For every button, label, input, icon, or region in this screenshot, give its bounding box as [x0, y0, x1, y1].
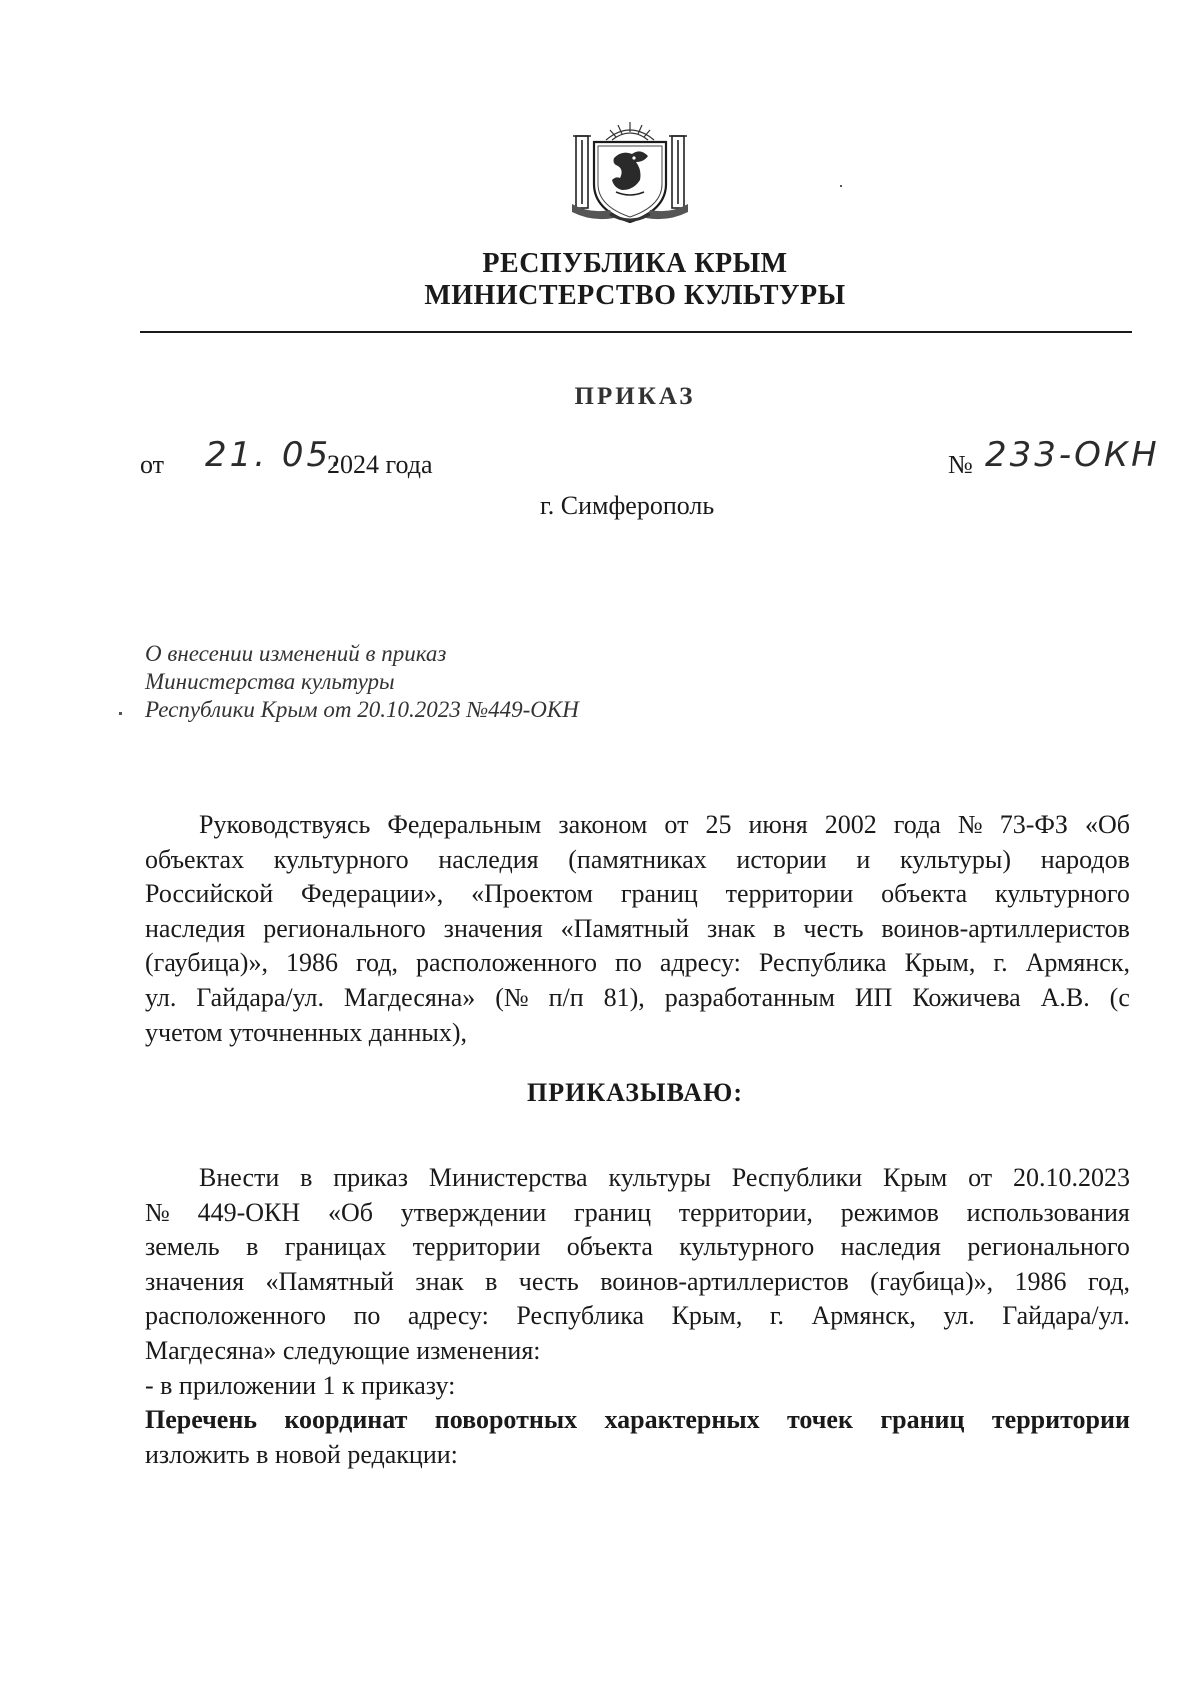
header-divider [140, 331, 1132, 333]
scan-speck [119, 712, 122, 715]
order-heading: ПРИКАЗЫВАЮ: [527, 1078, 743, 1107]
handwritten-number: 233-ОКН [985, 435, 1160, 475]
order-line: Магдесяна» следующие изменения: [145, 1335, 541, 1365]
handwritten-date: 21. 05. [205, 435, 345, 475]
order-line: расположенного по адресу: Республика Крым, г. Армянск, ул. Гайдара/ул. [145, 1301, 1130, 1331]
preamble-line: (гаубица)», 1986 год, расположенного по адресу: Республика Крым, г. Армянск, [145, 948, 1130, 978]
order-line: значения «Памятный знак в честь воинов-артиллеристов (гаубица)», 1986 год, [145, 1266, 1130, 1296]
header-republic: РЕСПУБЛИКА КРЫМ [482, 248, 788, 279]
order-line: № 449-ОКН «Об утверждении границ территории, режимов использования [145, 1197, 1130, 1227]
subject-line: Республики Крым от 20.10.2023 №449-ОКН [145, 697, 579, 722]
date-prefix: от [140, 450, 165, 479]
preamble-line: учетом уточненных данных), [145, 1017, 467, 1047]
preamble-line: объектах культурного наследия (памятниках истории и культуры) народов [145, 844, 1130, 874]
final-line: изложить в новой редакции: [145, 1439, 458, 1469]
document-subject [145, 640, 579, 724]
scan-speck [840, 185, 842, 187]
preamble-line: Руководствуясь Федеральным законом от 25 июня 2002 года № 73-ФЗ «Об [199, 810, 1130, 839]
order-paragraph [145, 1161, 1130, 1472]
preamble-line: Российской Федерации», «Проектом границ территории объекта культурного [145, 879, 1130, 909]
preamble-line: наследия регионального значения «Памятный знак в честь воинов-артиллеристов [145, 913, 1130, 943]
date-year: 2024 года [327, 450, 433, 479]
preamble-line: ул. Гайдара/ул. Магдесяна» (№ п/п 81), разработанным ИП Кожичева А.В. (с [145, 982, 1130, 1012]
list-item: - в приложении 1 к приказу: [145, 1370, 456, 1400]
subject-line: О внесении изменений в приказ [145, 641, 447, 666]
document-type: ПРИКАЗ [574, 383, 696, 410]
crimea-coat-of-arms-icon [570, 118, 690, 230]
order-line: земель в границах территории объекта культурного наследия регионального [145, 1232, 1130, 1262]
order-line: Внести в приказ Министерства культуры Республики Крым от 20.10.2023 [199, 1163, 1130, 1192]
preamble-paragraph [145, 808, 1130, 1050]
bold-statement: Перечень координат поворотных характерных точек границ территории [145, 1405, 1130, 1435]
number-sign: № [948, 450, 973, 479]
header-ministry: МИНИСТЕРСТВО КУЛЬТУРЫ [424, 280, 846, 311]
place: г. Симферополь [540, 491, 715, 520]
subject-line: Министерства культуры [145, 669, 395, 694]
